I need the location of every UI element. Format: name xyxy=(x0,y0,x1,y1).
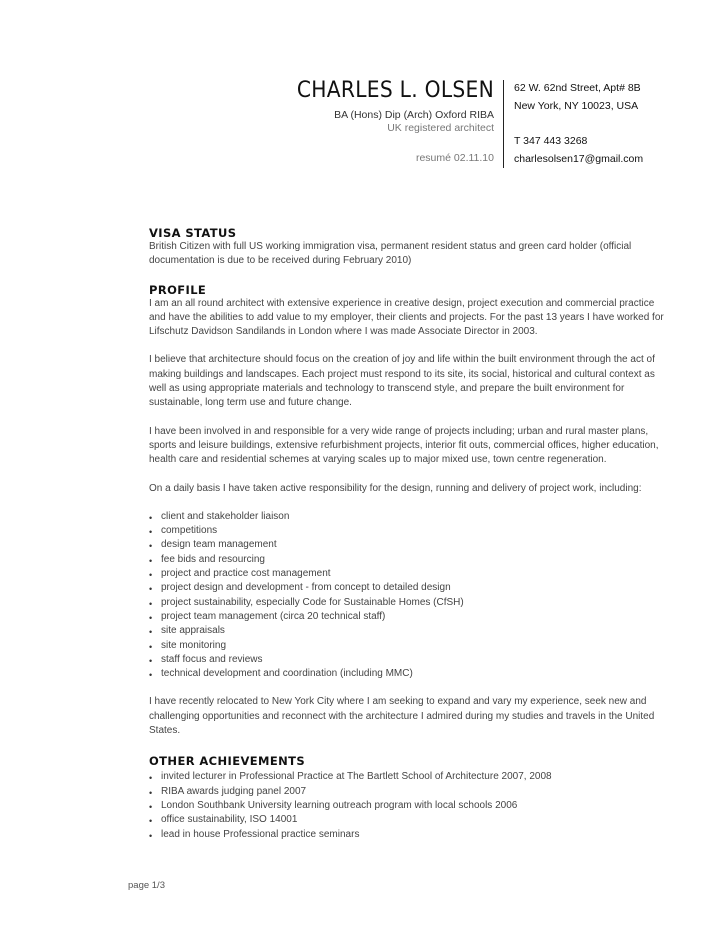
contact-block xyxy=(514,82,643,166)
achievements-section xyxy=(149,754,669,841)
profile-heading: PROFILE xyxy=(149,282,207,297)
profile-section xyxy=(149,283,669,739)
list-item: • project and practice cost management xyxy=(149,567,669,581)
list-item: • lead in house Professional practice seminars xyxy=(149,828,669,842)
page-number: page 1/3 xyxy=(128,880,165,891)
visa-section xyxy=(149,226,669,269)
header-divider xyxy=(503,80,504,168)
list-item: • project design and development - from concept to detailed design xyxy=(149,581,669,595)
achievements-list xyxy=(149,770,669,841)
resume-date: resumé 02.11.10 xyxy=(415,152,494,164)
phone: T 347 443 3268 xyxy=(514,135,588,147)
responsibilities-list xyxy=(149,510,669,682)
address-line-1: 62 W. 62nd Street, Apt# 8B xyxy=(514,82,641,94)
qualifications: BA (Hons) Dip (Arch) Oxford RIBA xyxy=(334,109,494,121)
list-item: • technical development and coordination (including MMC) xyxy=(149,667,669,681)
profile-closing: I have recently relocated to New York City where I am seeking to expand and vary my experience, seek new and challenging opportunities and reconnect with the architecture I admired during my studies and travels in the United States. xyxy=(149,696,655,737)
list-item: • project sustainability, especially Code for Sustainable Homes (CfSH) xyxy=(149,596,669,610)
list-item: • invited lecturer in Professional Practice at The Bartlett School of Architecture 2007, 2008 xyxy=(149,770,669,784)
candidate-name: CHARLES L. OLSEN xyxy=(296,78,494,103)
list-item: • office sustainability, ISO 14001 xyxy=(149,813,669,827)
list-item: • client and stakeholder liaison xyxy=(149,510,669,524)
registration: UK registered architect xyxy=(387,122,494,134)
resume-header xyxy=(0,78,728,188)
list-item: • competitions xyxy=(149,524,669,538)
list-item: • staff focus and reviews xyxy=(149,653,669,667)
address-line-2: New York, NY 10023, USA xyxy=(514,100,639,112)
header-identity xyxy=(74,78,494,165)
visa-text: British Citizen with full US working immigration visa, permanent resident status and green card holder (official documentation is due to be received during February 2010) xyxy=(149,241,632,267)
profile-paragraph: On a daily basis I have taken active responsibility for the design, running and delivery of project work, including: xyxy=(149,482,642,494)
profile-paragraph: I believe that architecture should focus on the creation of joy and life within the built environment through the act of making buildings and landscapes. Each project must respond to its site, its social, historical and cultural context as well as using appropriate materials and technology to transcend style, and prepare the built environment for sustainable, long term use and future change. xyxy=(149,354,655,409)
list-item: • site monitoring xyxy=(149,639,669,653)
list-item: • design team management xyxy=(149,538,669,552)
profile-paragraph: I have been involved in and responsible for a very wide range of projects including; urban and rural master plans, sports and leisure buildings, extensive refurbishment projects, interior fit outs, commercial offices, higher education, health care and residential schemes at varying scales up to major mixed use, town centre regeneration. xyxy=(149,425,659,466)
email[interactable]: charlesolsen17@gmail.com xyxy=(514,153,644,165)
list-item: • RIBA awards judging panel 2007 xyxy=(149,785,669,799)
list-item: • London Southbank University learning outreach program with local schools 2006 xyxy=(149,799,669,813)
profile-paragraph: I am an all round architect with extensive experience in creative design, project execution and commercial practice and have the abilities to add value to my employer, their clients and projects. For the past 13 years I have worked for Lifschutz Davidson Sandilands in London where I was made Associate Director in 2003. xyxy=(149,297,664,338)
achievements-heading: OTHER ACHIEVEMENTS xyxy=(149,754,306,769)
resume-body xyxy=(149,226,669,842)
list-item: • fee bids and resourcing xyxy=(149,553,669,567)
visa-heading: VISA STATUS xyxy=(149,226,237,240)
list-item: • site appraisals xyxy=(149,624,669,638)
list-item: • project team management (circa 20 technical staff) xyxy=(149,610,669,624)
